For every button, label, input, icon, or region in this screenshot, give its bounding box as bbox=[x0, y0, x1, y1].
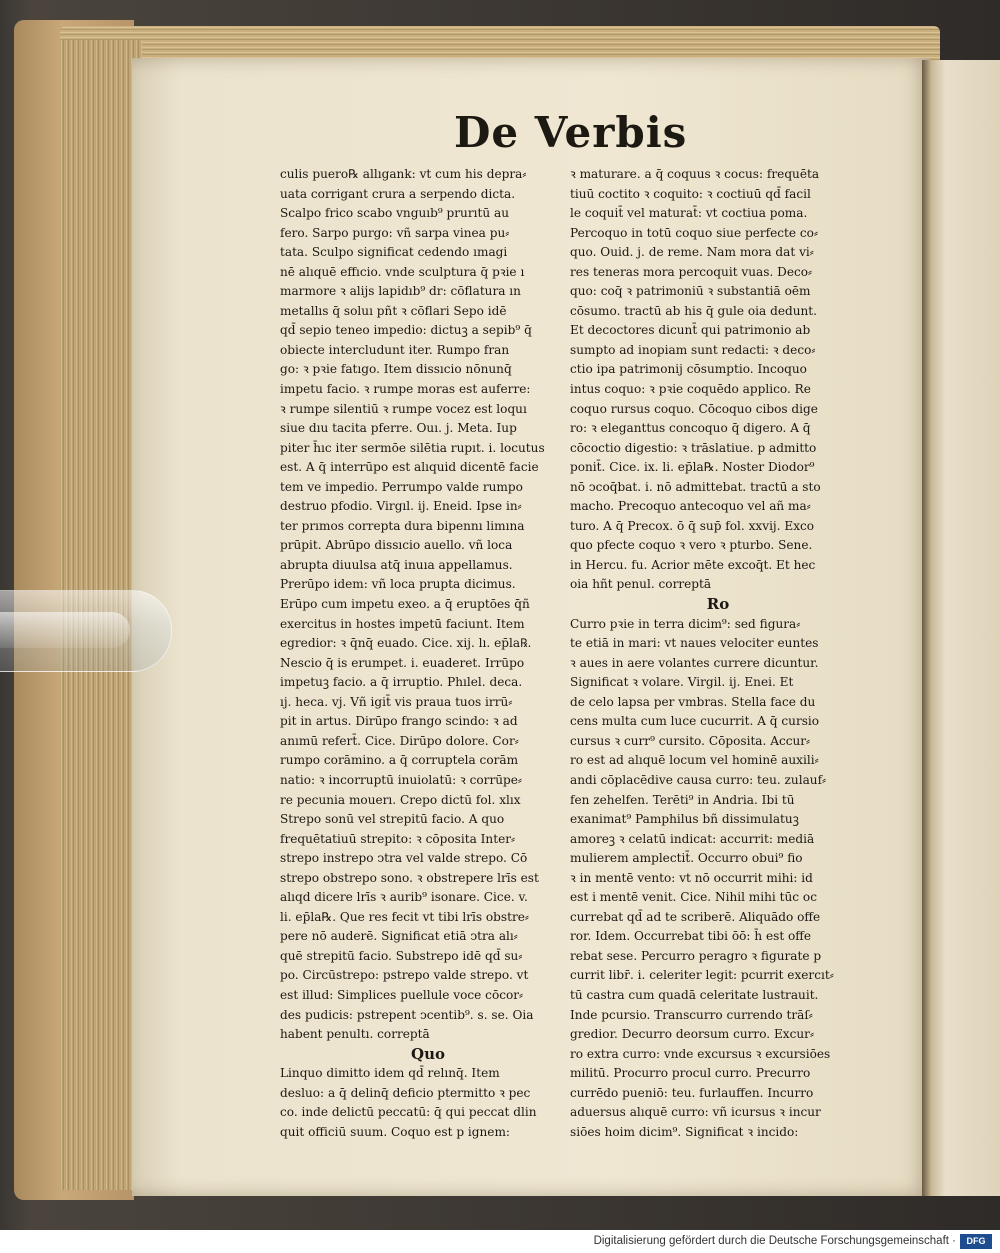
text-line: aduersus alıquē curro: vñ icursus ꝛ incur bbox=[570, 1105, 821, 1120]
text-line: ıj. heca. vj. Vñ igit̄ vis praua tuos irrū⸗ bbox=[280, 694, 513, 709]
text-line: tū castra cum quadā celeritate lustrauit. bbox=[570, 987, 819, 1002]
text-line: pit in artus. Dirūpo frango scindo: ꝛ ad bbox=[280, 714, 518, 729]
text-line: pere nō auderē. Significat etiā ↄtra alı⸗ bbox=[280, 929, 518, 944]
text-line: est illud: Simplices puellule voce cōcor⸗ bbox=[280, 987, 524, 1002]
section-heading: Ro bbox=[706, 595, 730, 614]
dfg-logo: DFG bbox=[960, 1234, 992, 1249]
text-line: quo. Ouid. j. de reme. Nam mora dat vi⸗ bbox=[570, 245, 814, 260]
text-line: tem ve impedio. Perrumpo valde rumpo bbox=[280, 479, 523, 494]
text-line: obiecte intercludunt iter. Rumpo fran bbox=[280, 342, 510, 357]
text-line: prūpit. Abrūpo dissıcio auello. vñ loca bbox=[280, 538, 513, 553]
text-line: ror. Idem. Occurrebat tibi ōō: h̄ est offe bbox=[570, 929, 812, 944]
text-line: quit officiū suum. Coquo est p ignem: bbox=[280, 1124, 510, 1139]
text-line: piter h̄ıc iter sermōe silētia rupıt. i. locutus bbox=[280, 440, 545, 455]
text-line: fero. Sarpo purgo: vñ sarpa vinea pu⸗ bbox=[280, 225, 510, 240]
text-line: quo pfecte coquo ꝛ vero ꝛ pturbo. Sene. bbox=[570, 538, 813, 553]
text-line: fen zehelfen. Terēti⁹ in Andria. Ibi tū bbox=[570, 792, 795, 807]
right-text-column bbox=[570, 165, 866, 1142]
text-line: ponit̄. Cice. ix. li. ep̄la℞. Noster Diodor⁹ bbox=[570, 460, 815, 475]
text-line: po. Circūstrepo: pstrepo valde strepo. vt bbox=[280, 968, 529, 983]
footer-credit: Digitalisierung gefördert durch die Deutsche Forschungsgemeinschaft · bbox=[593, 1235, 956, 1247]
text-line: macho. Precoquo antecoquo vel añ ma⸗ bbox=[570, 499, 811, 514]
text-line: exanimat⁹ Pamphilus bñ dissimulatuꝫ bbox=[570, 812, 799, 827]
text-line: est i mentē venit. Cice. Nihil mihi tūc oc bbox=[570, 890, 817, 905]
text-line: mulierem amplectit̄. Occurro obui⁹ fio bbox=[570, 851, 803, 866]
text-line: nē alıquē effıcio. vnde sculptura q̄ pꝛie ı bbox=[280, 264, 525, 279]
text-line: li. ep̄la℞. Que res fecit vt tibi lrīs obstre⸗ bbox=[280, 909, 529, 924]
text-line: ro est ad alıquē locum vel hominē auxili⸗ bbox=[570, 753, 819, 768]
text-line: currit libr̄. i. celeriter legit: pcurrit exercıt⸗ bbox=[570, 968, 834, 983]
text-line: quo: coq̄ ꝛ patrimoniū ꝛ substantiā oēm bbox=[570, 284, 811, 299]
text-line: est. A q̄ interrūpo est alıquid dicentē facie bbox=[280, 460, 539, 475]
text-line: ꝛ aues in aere volantes currere dicuntur. bbox=[570, 655, 819, 670]
text-line: nō ↄcoq̄bat. i. nō admittebat. tractū a sto bbox=[570, 479, 821, 494]
text-line: strepo obstrepo sono. ꝛ obstrepere lrīs est bbox=[280, 870, 539, 885]
text-line: Linquo dimitto idem qd̄ relınq̄. Item bbox=[280, 1066, 500, 1081]
text-line: frequētatiuū strepito: ꝛ cōposita Inter⸗ bbox=[280, 831, 516, 846]
text-line: cens multa cum luce cucurrit. A q̄ cursio bbox=[570, 714, 820, 729]
text-line: coquo rursus coquo. Cōcoquo cibos dige bbox=[570, 401, 818, 416]
text-line: Curro pꝛie in terra dicim⁹: sed figura⸗ bbox=[570, 616, 801, 631]
text-line: oia hñt penul. correptā bbox=[570, 577, 712, 592]
text-line: de celo lapsa per vmbras. Stella face du bbox=[570, 694, 816, 709]
text-line: exercitus in hostes impetū faciunt. Item bbox=[280, 616, 525, 631]
text-line: co. inde delictū peccatū: q̄ qui peccat dlin bbox=[280, 1105, 537, 1120]
text-line: res teneras mora percoquit vuas. Deco⸗ bbox=[570, 264, 813, 279]
text-line: go: ꝛ pꝛie fatıgo. Item dissıcio nōnunq̄ bbox=[280, 362, 512, 377]
text-line: ꝛ in mentē vento: vt nō occurrit mihi: id bbox=[570, 870, 813, 885]
text-line: strepo instrepo ↄtra vel valde strepo. Cō bbox=[280, 851, 528, 866]
text-line: anımū refert̄. Cice. Dirūpo dolore. Cor⸗ bbox=[280, 733, 519, 748]
text-line: siōes hoim dicim⁹. Significat ꝛ incido: bbox=[570, 1124, 799, 1139]
text-line: rebat sese. Percurro peragro ꝛ figurate p bbox=[570, 948, 822, 963]
text-line: destruo pfodio. Virgıl. ij. Eneid. Ipse in⸗ bbox=[280, 499, 522, 514]
footer-bar bbox=[0, 1230, 1000, 1253]
text-line: impetu facio. ꝛ rumpe moras est auferre: bbox=[280, 382, 531, 397]
text-line: rumpo corāmino. a q̄ corruptela corām bbox=[280, 753, 519, 768]
text-line: sumpto ad inopiam sunt redacti: ꝛ deco⸗ bbox=[570, 342, 816, 357]
facing-page-gutter bbox=[922, 60, 1000, 1196]
text-line: abrupta diuulsa atq̄ inuıa appellamus. bbox=[280, 557, 513, 572]
text-line: ro: ꝛ eleganttus concoquo q̄ digero. A q̄ bbox=[570, 421, 811, 436]
text-line: currēdo pueniō: teu. furlauffen. Incurro bbox=[570, 1085, 814, 1100]
text-line: Percoquo in totū coquo siue perfecte co⸗ bbox=[570, 225, 818, 240]
text-line: cursus ꝛ curr⁹ cursito. Cōposita. Accur⸗ bbox=[570, 733, 811, 748]
text-line: ctio ipa patrimonij cōsumptio. Incoquo bbox=[570, 362, 807, 377]
text-line: andi cōplacēdive causa curro: teu. zulauf⸗ bbox=[570, 772, 827, 787]
text-line: egredior: ꝛ q̄nq̄ euado. Cice. xij. lı. ep̄la℞. bbox=[280, 636, 532, 651]
text-line: Et decoctores dicunt̄ qui patrimonio ab bbox=[570, 323, 811, 338]
text-line: intus coquo: ꝛ pꝛie coquēdo applico. Re bbox=[570, 382, 811, 397]
text-line: ꝛ rumpe silentiū ꝛ rumpe vocez est loquı bbox=[280, 401, 527, 416]
text-line: ter prımos correpta dura bipennı limına bbox=[280, 518, 525, 533]
text-line: desluo: a q̄ delinq̄ deficio ptermitto ꝛ pec bbox=[280, 1085, 531, 1100]
text-line: le coquit̄ vel maturat̄: vt coctiua poma. bbox=[570, 206, 808, 221]
text-line: Erūpo cum impetu exeo. a q̄ eruptōes q̄ñ bbox=[280, 597, 530, 612]
text-line: natio: ꝛ incorruptū inuiolatū: ꝛ corrūpe⸗ bbox=[280, 772, 522, 787]
text-line: tata. Sculpo significat cedendo ımagi bbox=[280, 245, 508, 260]
text-line: te etiā in mari: vt naues velociter euntes bbox=[570, 636, 819, 651]
text-line: currebat qd̄ ad te scriberē. Aliquādo offe bbox=[570, 909, 821, 924]
text-line: alıqd dicere lrīs ꝛ aurib⁹ isonare. Cice. v. bbox=[280, 890, 528, 905]
text-line: Inde pcursio. Transcurro currendo trāſ⸗ bbox=[570, 1007, 813, 1022]
section-heading: Quo bbox=[411, 1044, 445, 1063]
text-line: habent penultı. correptā bbox=[280, 1027, 430, 1042]
text-line: ro extra curro: vnde excursus ꝛ excursiōes bbox=[570, 1046, 831, 1061]
text-line: cōsumo. tractū ab his q̄ gule oia dedunt. bbox=[570, 303, 818, 318]
text-line: Significat ꝛ volare. Virgil. ij. Enei. Et bbox=[570, 675, 794, 690]
text-line: qd̄ sepio teneo impedio: dictuꝫ a sepib⁹ q̄ bbox=[280, 323, 532, 338]
text-line: culis puero℞ allıgank: vt cum his depra⸗ bbox=[280, 167, 527, 181]
text-line: cōcoctio digestio: ꝛ trāslatiue. p admitto bbox=[570, 440, 817, 455]
text-line: Strepo sonū vel strepitū facio. A quo bbox=[280, 812, 505, 827]
text-line: in Hercu. fu. Acrior mēte excoq̄t. Et hec bbox=[570, 557, 816, 572]
text-line: siue dıu tacita pferre. Ouı. j. Meta. Iup bbox=[280, 421, 517, 436]
text-line: militū. Procurro procul curro. Precurro bbox=[570, 1066, 811, 1081]
text-line: quē strepitū facio. Substrepo idē qd̄ su⸗ bbox=[280, 948, 523, 963]
text-line: re pecunia mouerı. Crepo dictū fol. xlıx bbox=[280, 792, 521, 807]
page-clip-highlight bbox=[0, 612, 130, 648]
text-line: amoreꝫ ꝛ celatū indicat: accurrit: mediā bbox=[570, 831, 815, 846]
text-line: gredior. Decurro deorsum curro. Excur⸗ bbox=[570, 1027, 814, 1042]
left-text-column bbox=[280, 165, 576, 1142]
text-line: Scalpo frico scabo vnguıb⁹ prurıtū au bbox=[280, 206, 509, 221]
text-line: impetuꝫ facio. a q̄ irruptio. Phılel. deca. bbox=[280, 675, 523, 690]
text-line: marmore ꝛ alijs lapidıb⁹ dr: cōflatura ın bbox=[280, 284, 521, 299]
text-line: uata corrigant crura a serpendo dicta. bbox=[280, 186, 516, 201]
text-line: Prerūpo idem: vñ loca prupta dicimus. bbox=[280, 577, 516, 592]
running-head: De Verbis bbox=[454, 108, 688, 157]
text-line: metallıs q̄ soluı pñt ꝛ cōflari Sepo idē bbox=[280, 303, 507, 318]
text-line: ꝛ maturare. a q̄ coquus ꝛ cocus: frequēta bbox=[570, 167, 820, 181]
text-line: des pudicis: pstrepent ↄcentib⁹. s. se. Oia bbox=[280, 1007, 534, 1022]
text-line: Nescio q̄ is erumpet. i. euaderet. Irrūpo bbox=[280, 655, 525, 670]
text-line: turo. A q̄ Precox. ō q̄ sup̄ fol. xxvij. Exco bbox=[570, 518, 815, 533]
text-line: tiuū coctito ꝛ coquito: ꝛ coctiuū qd̄ facil bbox=[570, 186, 811, 201]
